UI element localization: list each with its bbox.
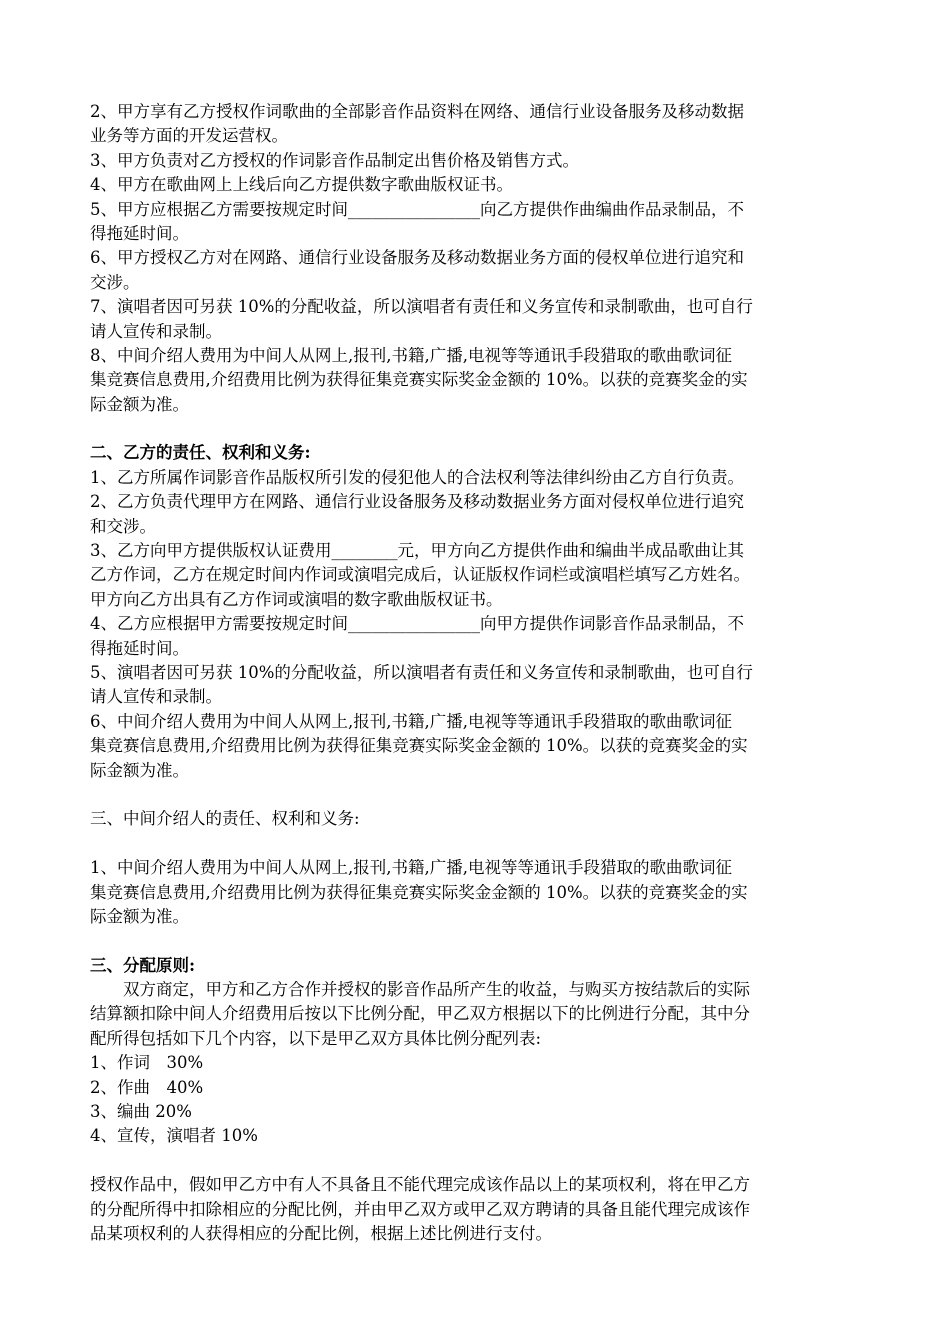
paragraph-line: 交涉。: [90, 272, 140, 292]
section-2: [90, 441, 862, 782]
paragraph-line: 1、乙方所属作词影音作品版权所引发的侵犯他人的合法权利等法律纠纷由乙方自行负责。: [90, 467, 744, 487]
section-heading: 三、中间介绍人的责任、权利和义务:: [90, 809, 360, 829]
paragraph-line: 3、乙方向甲方提供版权认证费用________元，甲方向乙方提供作曲和编曲半成品歌曲让其: [90, 541, 744, 561]
paragraph-line: 乙方作词，乙方在规定时间内作词或演唱完成后，认证版权作词栏或演唱栏填写乙方姓名。: [90, 565, 750, 585]
paragraph-line: 集竞赛信息费用,介绍费用比例为获得征集竞赛实际奖金金额的 10%。以获的竞赛奖金的实: [90, 736, 748, 756]
paragraph-line: 2、乙方负责代理甲方在网路、通信行业设备服务及移动数据业务方面对侵权单位进行追究: [90, 492, 744, 512]
paragraph-line: 业务等方面的开发运营权。: [90, 126, 288, 146]
document-page: [90, 100, 862, 1246]
paragraph-line: 和交涉。: [90, 516, 156, 536]
paragraph-line: 5、演唱者因可另获 10%的分配收益，所以演唱者有责任和义务宣传和录制歌曲，也可自行: [90, 662, 753, 682]
paragraph-line: 2、甲方享有乙方授权作词歌曲的全部影音作品资料在网络、通信行业设备服务及移动数据: [90, 102, 744, 121]
paragraph-line: 1、中间介绍人费用为中间人从网上,报刊,书籍,广播,电视等等通讯手段猎取的歌曲歌词征: [90, 858, 732, 878]
spacer: [90, 417, 862, 441]
paragraph-line: 双方商定，甲方和乙方合作并授权的影音作品所产生的收益，与购买方按结款后的实际: [123, 980, 750, 1000]
paragraph-line: 得拖延时间。: [90, 223, 189, 243]
paragraph-line: 7、演唱者因可另获 10%的分配收益，所以演唱者有责任和义务宣传和录制歌曲，也可自行: [90, 297, 753, 317]
paragraph-line: 集竞赛信息费用,介绍费用比例为获得征集竞赛实际奖金金额的 10%。以获的竞赛奖金的实: [90, 370, 748, 390]
section-1-tail: [90, 100, 862, 417]
section-3: [90, 807, 862, 929]
paragraph-line: 6、甲方授权乙方对在网路、通信行业设备服务及移动数据业务方面的侵权单位进行追究和: [90, 248, 744, 268]
list-item: 1、作词 30%: [90, 1053, 204, 1073]
section-heading: 三、分配原则:: [90, 955, 196, 975]
paragraph-line: 际金额为准。: [90, 394, 189, 414]
spacer: [90, 783, 862, 807]
list-item: 4、宣传，演唱者 10%: [90, 1126, 258, 1146]
paragraph-line: 集竞赛信息费用,介绍费用比例为获得征集竞赛实际奖金金额的 10%。以获的竞赛奖金的实: [90, 882, 748, 902]
paragraph-line: 8、中间介绍人费用为中间人从网上,报刊,书籍,广播,电视等等通讯手段猎取的歌曲歌词征: [90, 345, 732, 365]
paragraph-line: 结算额扣除中间人介绍费用后按以下比例分配，甲乙双方根据以下的比例进行分配，其中分: [90, 1004, 750, 1024]
paragraph-line: 授权作品中，假如甲乙方中有人不具备且不能代理完成该作品以上的某项权利，将在甲乙方: [90, 1175, 750, 1195]
paragraph-line: 际金额为准。: [90, 760, 189, 780]
paragraph-line: 甲方向乙方出具有乙方作词或演唱的数字歌曲版权证书。: [90, 589, 503, 609]
list-item: 3、编曲 20%: [90, 1102, 192, 1122]
list-item: 2、作曲 40%: [90, 1077, 204, 1097]
paragraph-line: 品某项权利的人获得相应的分配比例，根据上述比例进行支付。: [90, 1223, 552, 1243]
paragraph-line: 3、甲方负责对乙方授权的作词影音作品制定出售价格及销售方式。: [90, 150, 579, 170]
spacer: [90, 1149, 862, 1173]
paragraph-line: 请人宣传和录制。: [90, 321, 222, 341]
paragraph-line: 际金额为准。: [90, 906, 189, 926]
paragraph-line: 配所得包括如下几个内容，以下是甲乙双方具体比例分配列表:: [90, 1028, 542, 1048]
paragraph-line: 4、甲方在歌曲网上上线后向乙方提供数字歌曲版权证书。: [90, 175, 513, 195]
spacer: [90, 832, 862, 856]
spacer: [90, 929, 862, 953]
paragraph-line: 请人宣传和录制。: [90, 687, 222, 707]
paragraph-line: 5、甲方应根据乙方需要按规定时间________________向乙方提供作曲编曲作品录制品，不: [90, 199, 744, 219]
paragraph-line: 的分配所得中扣除相应的分配比例，并由甲乙双方或甲乙双方聘请的具备且能代理完成该作: [90, 1199, 750, 1219]
section-4: [90, 954, 862, 1247]
paragraph-line: 4、乙方应根据甲方需要按规定时间________________向甲方提供作词影音作品录制品，不: [90, 614, 744, 634]
paragraph-line: 得拖延时间。: [90, 638, 189, 658]
section-heading: 二、乙方的责任、权利和义务:: [90, 443, 311, 463]
paragraph-line: 6、中间介绍人费用为中间人从网上,报刊,书籍,广播,电视等等通讯手段猎取的歌曲歌词征: [90, 711, 732, 731]
